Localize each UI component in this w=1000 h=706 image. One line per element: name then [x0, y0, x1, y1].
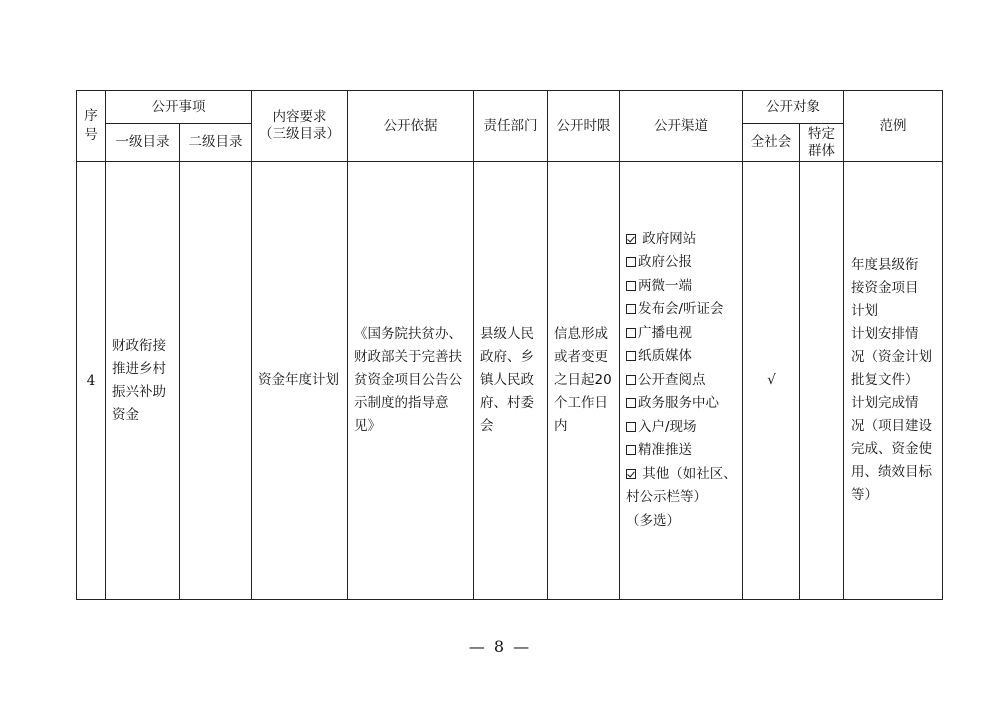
example-line: 况（资金计划 [851, 349, 932, 365]
header-audience-specific [800, 124, 844, 162]
channel-label: 广播电视 [638, 324, 692, 341]
channel-label: 纸质媒体 [638, 348, 692, 365]
header-audience-all: 全社会 [743, 124, 800, 162]
row-level1: 财政衔接推进乡村振兴补助资金 [106, 162, 180, 600]
channel-item [626, 275, 737, 299]
channel-list [626, 228, 737, 534]
unchecked-box-icon [626, 375, 636, 385]
example-line: 计划安排情 [851, 326, 919, 342]
channel-label: 公开查阅点 [638, 371, 706, 388]
example-line: 批复文件） [851, 372, 919, 388]
channel-item [626, 228, 737, 252]
checked-box-icon [626, 469, 636, 479]
channel-label: 精准推送 [638, 442, 692, 459]
header-serial [77, 91, 106, 162]
example-lines [851, 254, 937, 507]
row-serial: 4 [77, 162, 106, 600]
channel-label: 政府网站 [642, 230, 697, 247]
header-content-requirement-line2: （三级目录） [259, 126, 340, 142]
row-audience-all: √ [743, 162, 800, 600]
header-basis: 公开依据 [348, 91, 474, 162]
channel-label: 其他（如社区、 [642, 465, 737, 482]
example-line: 况（项目建设 [851, 418, 932, 434]
unchecked-box-icon [626, 257, 636, 267]
channel-label: 两微一端 [638, 277, 692, 294]
row-content-requirement: 资金年度计划 [252, 162, 348, 600]
row-channels [620, 162, 743, 600]
channel-item [626, 251, 737, 275]
row-example [844, 162, 943, 600]
unchecked-box-icon [626, 351, 636, 361]
header-example: 范例 [844, 91, 943, 162]
row-level2 [180, 162, 252, 600]
channel-item [626, 369, 737, 393]
row-time-limit: 信息形成或者变更之日起20个工作日内 [548, 162, 620, 600]
unchecked-box-icon [626, 398, 636, 408]
channel-label: 政府公报 [638, 254, 692, 271]
channel-item [626, 463, 737, 487]
example-line: 等） [851, 487, 878, 503]
channel-item [626, 298, 737, 322]
header-serial-label: 序号 [84, 108, 98, 143]
checked-box-icon [626, 234, 636, 244]
channel-item [626, 322, 737, 346]
example-line: 完成、资金使 [851, 441, 932, 457]
table-row [77, 162, 943, 600]
channel-item [626, 392, 737, 416]
unchecked-box-icon [626, 304, 636, 314]
example-line: 年度县级衔 [851, 257, 919, 273]
channel-item [626, 345, 737, 369]
header-level1: 一级目录 [106, 124, 180, 162]
unchecked-box-icon [626, 422, 636, 432]
header-content-requirement-line1: 内容要求 [272, 109, 327, 125]
header-time-limit: 公开时限 [548, 91, 620, 162]
header-content-requirement [252, 91, 348, 162]
header-channels: 公开渠道 [620, 91, 743, 162]
channel-label: 村公示栏等） [626, 489, 707, 506]
channel-label: 发布会/听证会 [638, 301, 724, 318]
example-line: 用、绩效目标 [851, 464, 932, 480]
channel-item [626, 439, 737, 463]
channel-item [626, 486, 737, 510]
channel-label: 政务服务中心 [638, 395, 719, 412]
unchecked-box-icon [626, 328, 636, 338]
row-audience-specific [800, 162, 844, 600]
example-line: 计划完成情 [851, 395, 919, 411]
unchecked-box-icon [626, 445, 636, 455]
example-line: 接资金项目 [851, 280, 919, 296]
header-level2: 二级目录 [180, 124, 252, 162]
row-basis: 《国务院扶贫办、财政部关于完善扶贫资金项目公告公示制度的指导意见》 [348, 162, 474, 600]
header-audience: 公开对象 [743, 91, 844, 124]
header-department: 责任部门 [474, 91, 548, 162]
disclosure-table [76, 90, 943, 600]
header-public-items: 公开事项 [106, 91, 252, 124]
unchecked-box-icon [626, 281, 636, 291]
channel-item [626, 416, 737, 440]
header-audience-specific-label: 特定群体 [808, 125, 835, 159]
channel-item [626, 510, 737, 534]
channel-label: 入户/现场 [638, 418, 697, 435]
row-department: 县级人民政府、乡镇人民政府、村委会 [474, 162, 548, 600]
example-line: 计划 [851, 303, 878, 319]
channel-label: （多选） [626, 512, 680, 529]
page-number: — 8 — [468, 637, 532, 656]
